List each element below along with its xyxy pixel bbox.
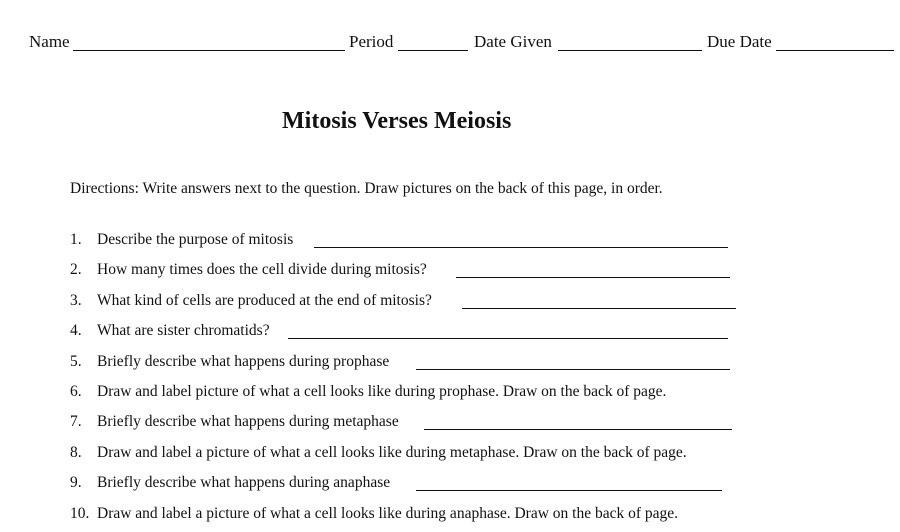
question-number: 2. [70, 261, 82, 279]
answer-blank[interactable] [288, 338, 728, 339]
question-item [70, 502, 750, 532]
header-fields [29, 31, 895, 53]
due-date-label: Due Date [707, 32, 772, 51]
period-blank[interactable] [398, 50, 468, 51]
period-label: Period [349, 32, 394, 51]
question-number: 4. [70, 322, 82, 340]
name-blank[interactable] [73, 50, 345, 51]
question-text: Briefly describe what happens during anaphase [97, 474, 391, 492]
question-item [70, 350, 750, 380]
question-item [70, 228, 750, 258]
answer-blank[interactable] [424, 429, 732, 430]
answer-blank[interactable] [416, 490, 722, 491]
name-label: Name [29, 32, 70, 51]
question-text: What are sister chromatids? [97, 322, 270, 340]
question-number: 10. [70, 504, 90, 522]
question-text: Describe the purpose of mitosis [97, 231, 294, 248]
question-number: 7. [70, 413, 82, 431]
answer-blank[interactable] [456, 277, 730, 278]
answer-blank[interactable] [314, 247, 728, 248]
question-text: Draw and label a picture of what a cell looks like during anaphase. Draw on the back of page. [97, 504, 679, 522]
question-item [70, 319, 750, 349]
question-text: Briefly describe what happens during prophase [97, 352, 390, 370]
due-date-blank[interactable] [776, 50, 894, 51]
question-text: Briefly describe what happens during metaphase [97, 413, 399, 431]
question-item [70, 410, 750, 440]
answer-blank[interactable] [416, 369, 730, 370]
page-title: Mitosis Verses Meiosis [282, 108, 512, 134]
question-number: 1. [70, 231, 82, 248]
question-text: How many times does the cell divide during mitosis? [97, 261, 427, 279]
question-number: 3. [70, 291, 82, 309]
date-given-blank[interactable] [558, 50, 702, 51]
question-item [70, 289, 750, 319]
directions-text: Directions: Write answers next to the question. Draw pictures on the back of this page, in order. [70, 180, 663, 197]
date-given-label: Date Given [474, 32, 552, 51]
answer-blank[interactable] [462, 308, 736, 309]
question-text: Draw and label a picture of what a cell looks like during metaphase. Draw on the back of page. [97, 443, 687, 461]
question-item [70, 258, 750, 288]
question-number: 8. [70, 443, 82, 461]
question-text: Draw and label picture of what a cell looks like during prophase. Draw on the back of page. [97, 382, 667, 400]
question-item [70, 441, 750, 471]
question-item [70, 471, 750, 501]
question-text: What kind of cells are produced at the end of mitosis? [97, 291, 432, 309]
question-number: 9. [70, 474, 82, 492]
question-number: 5. [70, 352, 82, 370]
question-list [70, 228, 750, 532]
question-item [70, 380, 750, 410]
question-number: 6. [70, 382, 82, 400]
